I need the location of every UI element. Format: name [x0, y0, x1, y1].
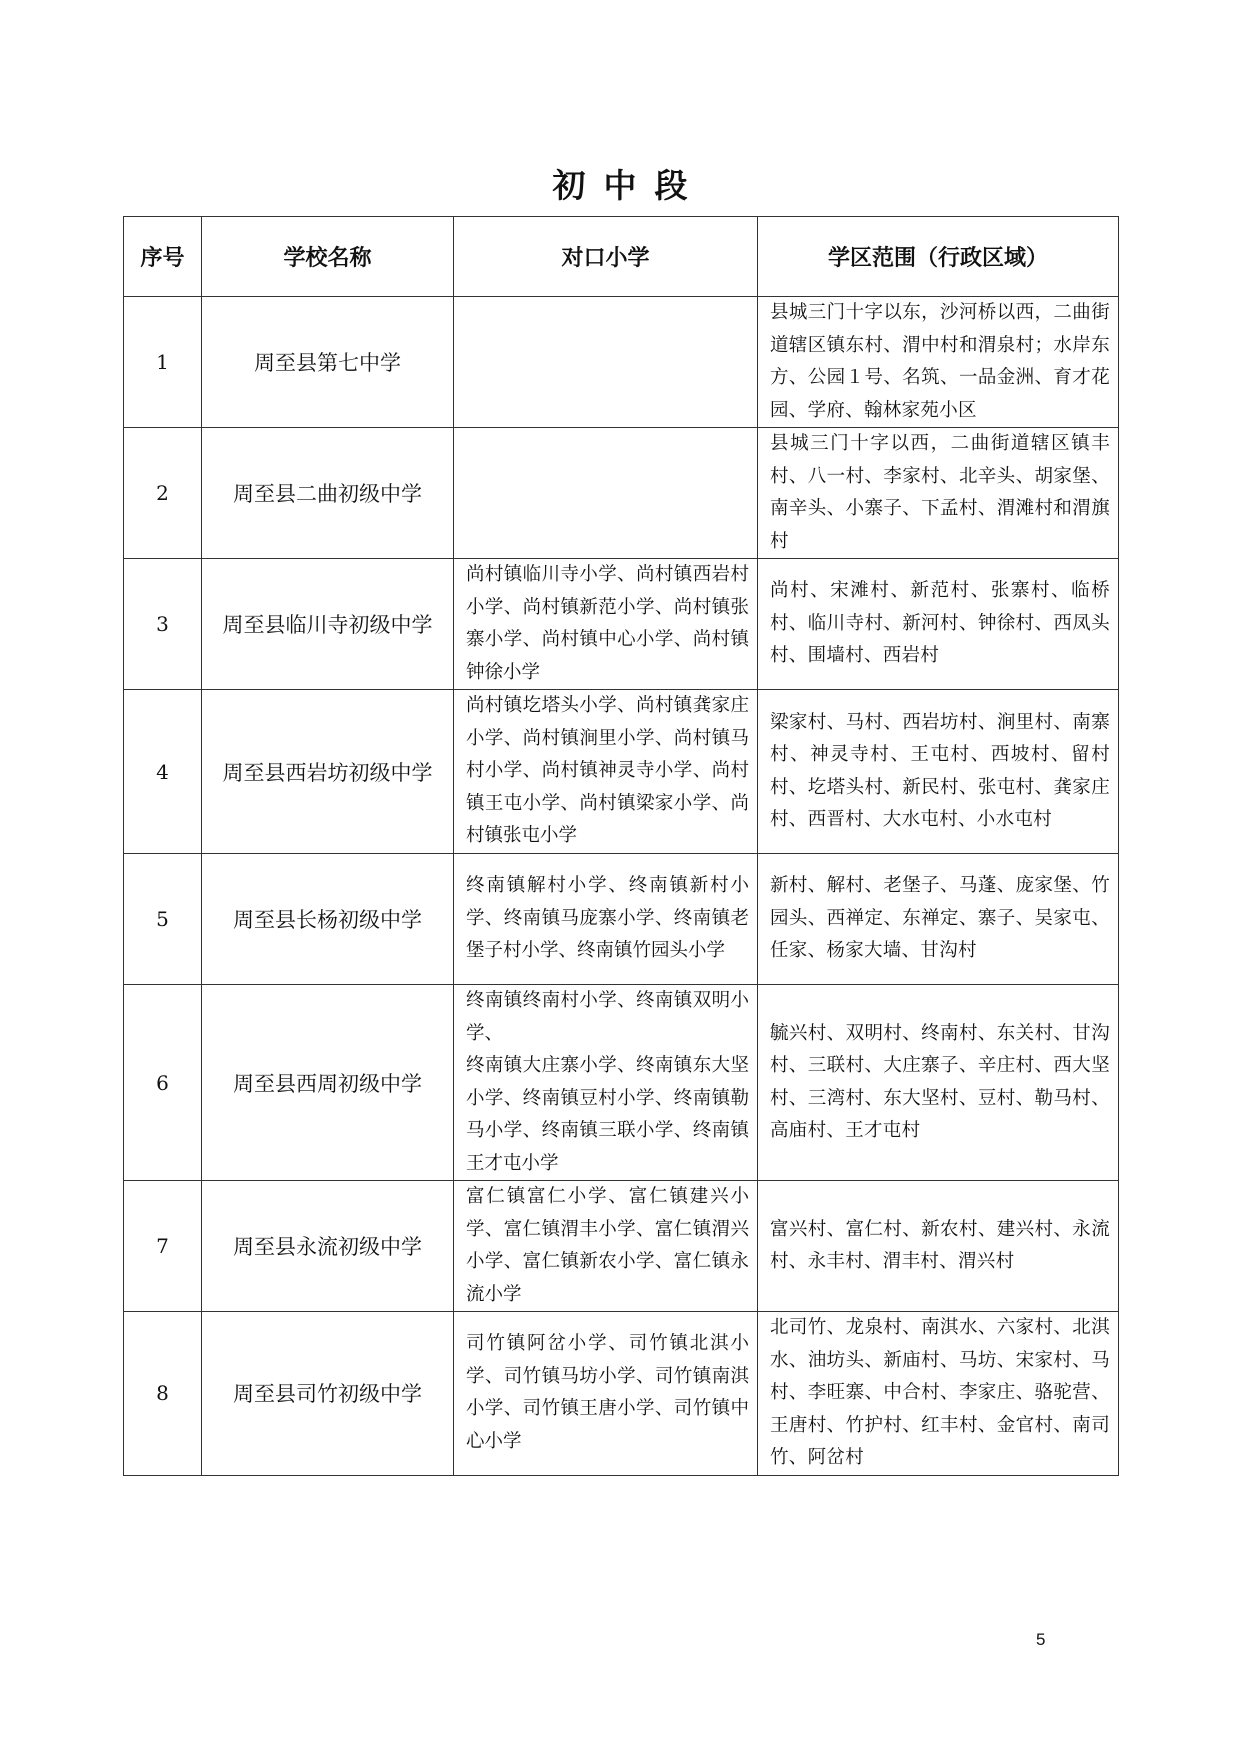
feeder-primary-schools: 司竹镇阿岔小学、司竹镇北淇小学、司竹镇马坊小学、司竹镇南淇小学、司竹镇王唐小学、司竹镇中心小学: [454, 1312, 758, 1476]
school-name: 周至县临川寺初级中学: [202, 559, 454, 690]
header-number: 序号: [124, 217, 202, 297]
table-row: [124, 428, 1119, 559]
page-number: 5: [1036, 1630, 1046, 1649]
row-number: 8: [124, 1312, 202, 1476]
row-number: 6: [124, 985, 202, 1181]
header-district-area: 学区范围（行政区域）: [758, 217, 1119, 297]
feeder-primary-schools: 终南镇终南村小学、终南镇双明小学、 终南镇大庄寨小学、终南镇东大坚小学、终南镇豆村小学、终南镇勒马小学、终南镇三联小学、终南镇王才屯小学: [454, 985, 758, 1181]
row-number: 5: [124, 854, 202, 985]
row-number: 4: [124, 690, 202, 854]
district-area: 梁家村、马村、西岩坊村、涧里村、南寨村、神灵寺村、王屯村、西坡村、留村村、圪塔头村、新民村、张屯村、龚家庄村、西晋村、大水屯村、小水屯村: [758, 690, 1119, 854]
school-name: 周至县司竹初级中学: [202, 1312, 454, 1476]
table-row: [124, 690, 1119, 854]
district-area: 尚村、宋滩村、新范村、张寨村、临桥村、临川寺村、新河村、钟徐村、西凤头村、围墙村、西岩村: [758, 559, 1119, 690]
school-name: 周至县二曲初级中学: [202, 428, 454, 559]
school-district-table: [123, 216, 1119, 1476]
feeder-primary-schools: 富仁镇富仁小学、富仁镇建兴小学、富仁镇渭丰小学、富仁镇渭兴小学、富仁镇新农小学、富仁镇永流小学: [454, 1181, 758, 1312]
table-row: [124, 1312, 1119, 1476]
row-number: 2: [124, 428, 202, 559]
feeder-primary-schools: 尚村镇临川寺小学、尚村镇西岩村小学、尚村镇新范小学、尚村镇张寨小学、尚村镇中心小学、尚村镇钟徐小学: [454, 559, 758, 690]
feeder-primary-schools: 终南镇解村小学、终南镇新村小学、终南镇马庞寨小学、终南镇老堡子村小学、终南镇竹园头小学: [454, 854, 758, 985]
table-row: [124, 854, 1119, 985]
table-row: [124, 985, 1119, 1181]
row-number: 1: [124, 297, 202, 428]
page-title: 初中段: [552, 166, 706, 205]
feeder-primary-schools: 尚村镇圪塔头小学、尚村镇龚家庄小学、尚村镇涧里小学、尚村镇马村小学、尚村镇神灵寺小学、尚村镇王屯小学、尚村镇梁家小学、尚村镇张屯小学: [454, 690, 758, 854]
row-number: 7: [124, 1181, 202, 1312]
school-name: 周至县永流初级中学: [202, 1181, 454, 1312]
table-row: [124, 1181, 1119, 1312]
table-row: [124, 297, 1119, 428]
feeder-primary-schools: [454, 428, 758, 559]
school-name: 周至县西周初级中学: [202, 985, 454, 1181]
district-area: 毓兴村、双明村、终南村、东关村、甘沟村、三联村、大庄寨子、辛庄村、西大坚村、三湾村、东大坚村、豆村、勒马村、高庙村、王才屯村: [758, 985, 1119, 1181]
district-area: 县城三门十字以西，二曲街道辖区镇丰村、八一村、李家村、北辛头、胡家堡、南辛头、小寨子、下孟村、渭滩村和渭旗村: [758, 428, 1119, 559]
table-header-row: [124, 217, 1119, 297]
header-feeder-primary: 对口小学: [454, 217, 758, 297]
row-number: 3: [124, 559, 202, 690]
school-name: 周至县第七中学: [202, 297, 454, 428]
district-area: 新村、解村、老堡子、马蓬、庞家堡、竹园头、西禅定、东禅定、寨子、吴家屯、任家、杨家大墙、甘沟村: [758, 854, 1119, 985]
table-row: [124, 559, 1119, 690]
school-name: 周至县长杨初级中学: [202, 854, 454, 985]
school-name: 周至县西岩坊初级中学: [202, 690, 454, 854]
district-area: 北司竹、龙泉村、南淇水、六家村、北淇水、油坊头、新庙村、马坊、宋家村、马村、李旺寨、中合村、李家庄、骆驼营、王唐村、竹护村、红丰村、金官村、南司竹、阿岔村: [758, 1312, 1119, 1476]
district-area: 富兴村、富仁村、新农村、建兴村、永流村、永丰村、渭丰村、渭兴村: [758, 1181, 1119, 1312]
district-area: 县城三门十字以东，沙河桥以西，二曲街道辖区镇东村、渭中村和渭泉村；水岸东方、公园１号、名筑、一品金洲、育才花园、学府、翰林家苑小区: [758, 297, 1119, 428]
header-school-name: 学校名称: [202, 217, 454, 297]
feeder-primary-schools: [454, 297, 758, 428]
